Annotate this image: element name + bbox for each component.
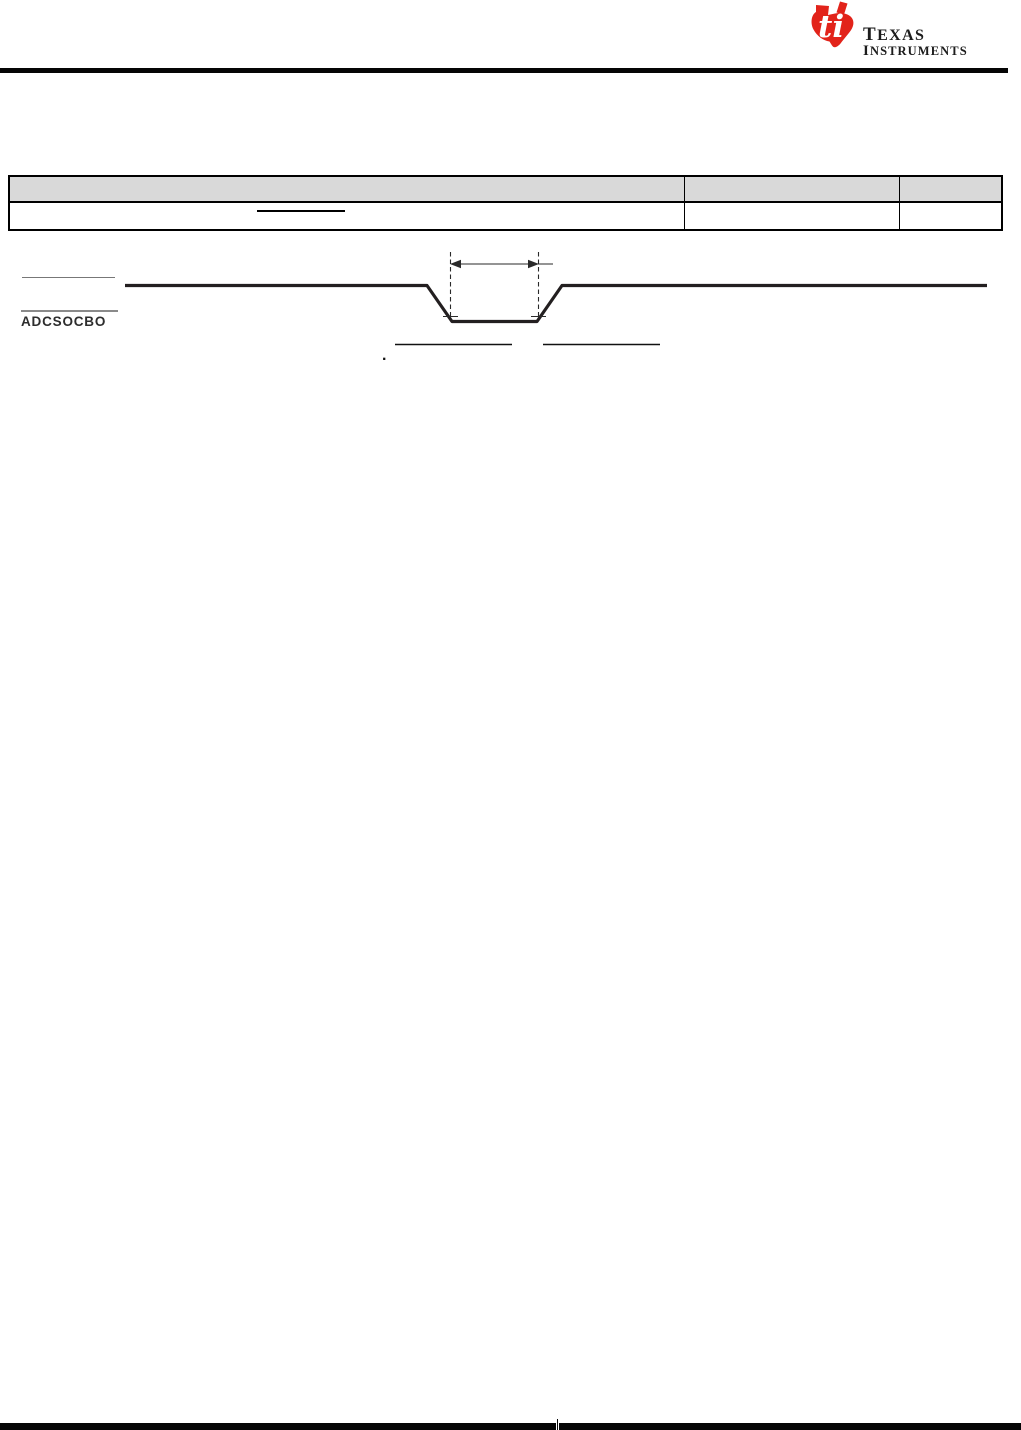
timing-diagram	[0, 245, 1021, 370]
spec-body-cell-2	[684, 203, 899, 229]
brand-wordmark	[863, 26, 968, 57]
note-bullet: .	[382, 347, 387, 364]
header-rule	[0, 68, 1008, 73]
waveform	[125, 286, 987, 322]
signal-label: ADCSOCBO	[21, 314, 107, 329]
spec-header-cell-2	[684, 177, 899, 201]
footer-divider-tick	[557, 1419, 558, 1430]
redacted-parameter-overline	[257, 210, 345, 212]
spec-header-cell-1	[10, 177, 684, 201]
spec-body-cell-1	[10, 203, 684, 229]
brand-line-instruments: INSTRUMENTS	[863, 43, 968, 59]
spec-header-cell-3	[899, 177, 1001, 201]
spec-body-cell-3	[899, 203, 1001, 229]
spec-table	[8, 175, 1003, 231]
spec-table-header-row	[10, 177, 1001, 203]
brand-line-texas: TEXAS	[863, 24, 926, 45]
arrowhead-right-icon	[528, 260, 539, 268]
ti-monogram: ti	[818, 9, 845, 45]
spec-table-body-row	[10, 203, 1001, 229]
ti-bug-icon	[809, 1, 857, 51]
footer-rule-left	[0, 1423, 556, 1430]
footer-rule-right	[559, 1423, 1021, 1430]
arrowhead-left-icon	[450, 260, 461, 268]
